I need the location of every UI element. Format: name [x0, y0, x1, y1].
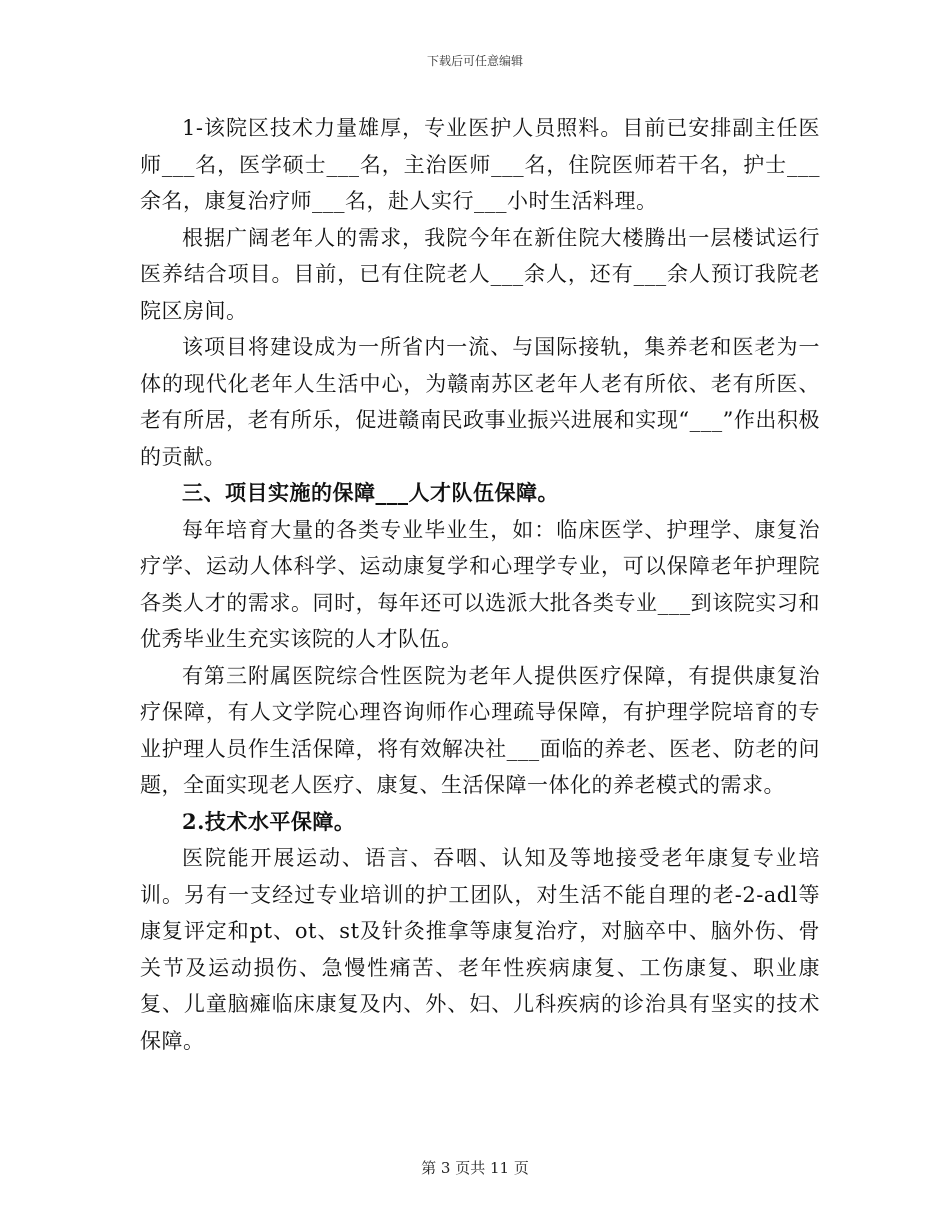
section-heading-technical: 2.技术水平保障。: [182, 808, 356, 834]
paragraph-staffing: 1-该院区技术力量雄厚，专业医护人员照料。目前已安排副主任医师___名，医学硕士___名，主治医师___名，住院医师若干名，护士___余名，康复治疗师___名，赴人实行___小时生活料理。: [140, 116, 820, 213]
paragraph-affiliated-hospital: 有第三附属医院综合性医院为老年人提供医疗保障，有提供康复治疗保障，有人文学院心理咨询师作心理疏导保障，有护理学院培育的专业护理人员作生活保障，将有效解决社___面临的养老、医老、防老的问题，全面实现老人医疗、康复、生活保障一体化的养老模式的需求。: [140, 663, 820, 797]
paragraph-project-goal: 该项目将建设成为一所省内一流、与国际接轨，集养老和医老为一体的现代化老年人生活中心，为赣南苏区老年人老有所依、老有所医、老有所居，老有所乐，促进赣南民政事业振兴进展和实现“___”作出积极的贡献。: [140, 335, 820, 469]
paragraph-demand: 根据广阔老年人的需求，我院今年在新住院大楼腾出一层楼试运行医养结合项目。目前，已有住院老人___余人，还有___余人预订我院老院区房间。: [140, 225, 820, 323]
section-heading-talent: 三、项目实施的保障___人才队伍保障。: [182, 480, 559, 505]
page-number-footer: 第 3 页共 11 页: [421, 1159, 529, 1177]
paragraph-graduates: 每年培育大量的各类专业毕业生，如：临床医学、护理学、康复治疗学、运动人体科学、运动康复学和心理学专业，可以保障老年护理院各类人才的需求。同时，每年还可以选派大批各类专业___到该院实习和优秀毕业生充实该院的人才队伍。: [140, 517, 820, 651]
paragraph-rehabilitation: 医院能开展运动、语言、吞咽、认知及等地接受老年康复专业培训。另有一支经过专业培训的护工团队，对生活不能自理的老-2-adl等康复评定和pt、ot、st及针灸推拿等康复治疗，对脑卒中、脑外伤、骨关节及运动损伤、急慢性痛苦、老年性疾病康复、工伤康复、职业康复、儿童脑瘫临床康复及内、外、妇、儿科疾病的诊治具有坚实的技术保障。: [140, 846, 820, 1053]
document-body: [140, 110, 820, 1059]
page-header: 下载后可任意编辑: [426, 54, 523, 68]
